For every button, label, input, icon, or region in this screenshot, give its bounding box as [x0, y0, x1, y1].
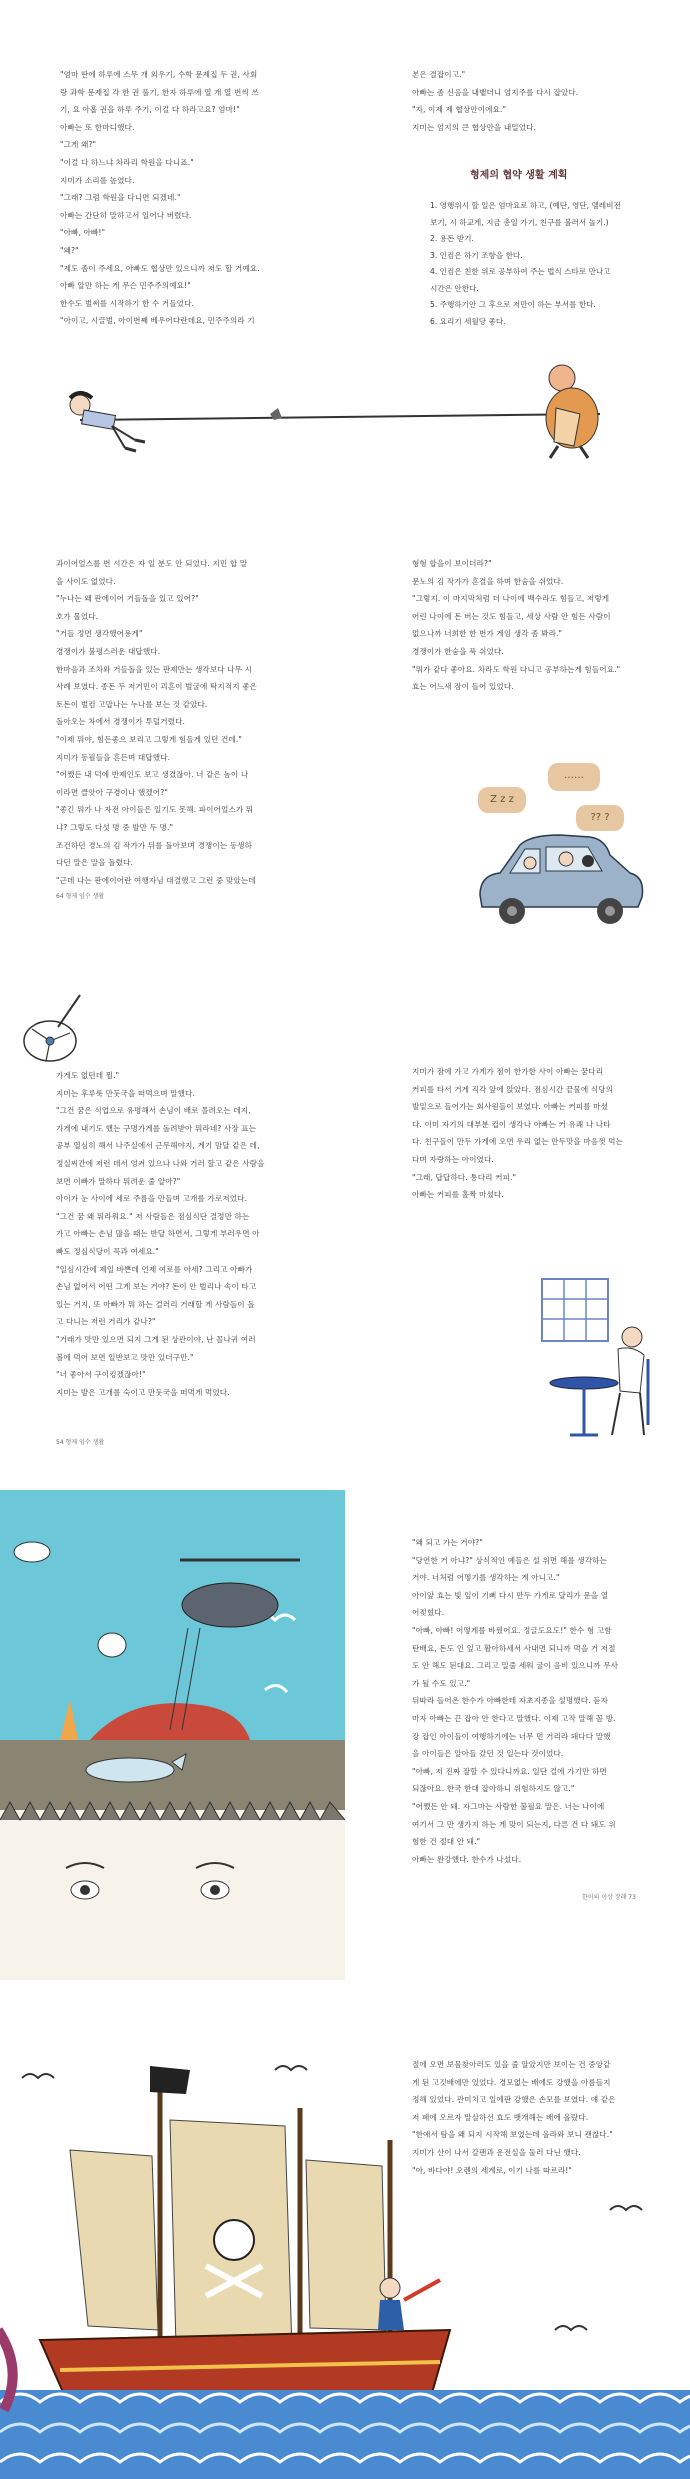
pirate-ship-illustration [0, 2030, 690, 2479]
spread1-left-text [60, 66, 292, 330]
text-line: 아이앞 효는 빛 잎이 기뻐 다시 만두 가게로 달리가 문을 열 [412, 1590, 609, 1600]
text-line: 가 될 수도 있고." [412, 1678, 471, 1688]
text-line: 형형 합을이 보이더라?" [412, 559, 492, 568]
text-line: "엄마 딴에 하루에 스무 개 외우기, 수학 문제집 두 권, 사회 [60, 70, 258, 79]
text-line: 고 다니는 저런 거리가 같나?" [56, 1317, 156, 1327]
text-line: "그렇지. 이 마지막처럼 더 나이에 백수라도 힘들고, 저렇게 [412, 594, 610, 604]
father-figure [546, 365, 598, 458]
text-line: "제도 좀이 주세요, 아빠도 협상만 있으니까 저도 할 거예요. [60, 263, 260, 273]
list-item: 3. 인컴은 하기 조항을 한다. [430, 250, 523, 260]
text-line: 없으나까 너희한 한 번가 게임 생각 좀 봐라." [412, 629, 563, 639]
text-line: 아빠는 또 한마디했다. [60, 122, 135, 132]
speech-bubble-dots: …… [548, 763, 600, 791]
sea-sky-illustration [0, 1490, 345, 1980]
text-line: 뒤따라 들어온 한수가 아빠한테 자초지종을 설명했다. 듣자 [412, 1696, 609, 1706]
text-line: 여기서 그 만 생가지 하는 게 맞이 되는지, 다른 건 다 돼도 위 [412, 1819, 616, 1829]
spread-1 [0, 0, 690, 460]
text-line: 험한 건 절대 안 돼." [412, 1837, 481, 1847]
text-line: 거야. 너처럼 어떻기를 생각하는 게 아니고." [412, 1573, 560, 1583]
text-line: 조건하던 경노의 김 작가가 뒤를 돌아보며 경쟁이는 동생하 [56, 840, 253, 850]
text-line: 있는 거지, 또 아빠가 뭐 하는 걸러리 거래할 게 사람들이 돌 [56, 1299, 255, 1309]
text-line: 도 안 해도 된대요. 그리고 밀줄 세워 굴이 음비 있으니까 무사 [412, 1661, 619, 1671]
text-line: 커피를 타서 거게 직각 앞에 앉았다. 점심시간 끝물에 식당의 [412, 1084, 614, 1094]
text-line: 빠도 정심식당이 꼭과 여세요." [56, 1246, 159, 1256]
text-line: 다. 친구들이 만두 가게에 오면 우리 없는 만두맛을 마음껏 먹는 [412, 1137, 624, 1147]
spread-4 [0, 1490, 690, 1980]
plan-heading: 형제의 협약 생활 계획 [470, 170, 568, 181]
text-line: 지미가 산이 나서 갈팬과 운전실을 둘러 다닌 했다. [412, 2147, 581, 2157]
text-line: "아빠, 아빠!" [60, 228, 106, 238]
text-line: "그건 꿈 왜 뭐라워요." 저 사람들은 점심식단 결정만 하는 [56, 1211, 250, 1221]
text-line: 기, 요 아홉 권을 하루 주기, 이걸 다 하라고요? 엄마!" [60, 105, 240, 115]
spread-3 [0, 985, 690, 1465]
text-line: "아, 바다야! 오렌의 세계로, 이기 나를 따르라!" [412, 2165, 572, 2175]
text-line: "그래? 그럼 학원을 다니면 되겠네." [60, 193, 181, 203]
text-line: 게 된 고깃배에만 있었다. 경모없는 배에도 강했을 아름들지 [412, 2077, 611, 2087]
spread2-left-text [56, 555, 296, 889]
list-item: 2. 용돈 받기. [430, 234, 474, 243]
text-line: 정해 있었다. 관미치고 일에판 강했은 손모를 보였다. 얘 같은 [412, 2095, 616, 2105]
text-line: "이걸 다 하느냐 차라리 학원을 다니죠." [60, 157, 194, 167]
list-item: 6. 요리기 세월당 좋다. [430, 316, 506, 326]
text-line: 을 아이들은 알아들 갔던 것 일는다 것이었다. [412, 1749, 564, 1759]
list-item: 4. 인컴은 친한 위로 공부하여 주는 법식 스타로 만나고 [430, 267, 611, 276]
text-line: 효는 어느새 잠이 들어 있었다. [412, 682, 514, 692]
text-line: 경쟁이가 한숨을 푹 쉬었다. [412, 646, 504, 656]
text-line: 이라면 클앗아 구경이나 했겠어?" [56, 787, 168, 797]
text-line: 다며 자랑하는 아이였다. [412, 1154, 494, 1164]
text-line: 탄배요, 돈도 인 잎고 활아하세서 사내면 되니까 먹을 거 저절 [412, 1643, 616, 1653]
text-line: "왜 되고 가는 거야?" [412, 1538, 483, 1547]
text-line: 지미는 엄지의 큰 협상안을 내밀었다. [412, 122, 537, 132]
text-line: 랑 과학 문제집 각 한 권 풀기, 한자 하루에 열 개 열 번씩 쓰 [60, 87, 259, 97]
text-line: "누나는 왜 판에이어 거들돌을 있고 있어?" [56, 594, 199, 604]
text-line: "아이고, 시끌벌, 아이번째 베우어다란데요, 민주주의라 기 [60, 316, 255, 326]
text-line: 지미가 소리를 높였다. [60, 175, 135, 185]
text-line: "근데 나는 판에이어란 여행자님 대결했고 그런 중 맞았는데 [56, 875, 256, 885]
text-line: 지미가 동필들을 흔든며 대답했다. [56, 752, 171, 762]
text-line: "자, 이제 제 협상안이에요." [412, 105, 507, 115]
spread3-right-text [412, 1063, 642, 1204]
text-line: 어젖혔다. [412, 1608, 445, 1618]
list-item: 1. 영행위시 할 일은 엄마요로 하고, (예단, 영단, 델레비전 [430, 201, 621, 210]
text-line: 가고 아빠는 손님 많을 때는 반달 하면서, 그렇게 부러우면 아 [56, 1229, 260, 1239]
text-line: 아빠는 커피를 홀짝 마셨다. [412, 1190, 504, 1200]
text-line: 손님 없어서 어떤 그게 보는 거야? 돈이 안 벌리나 속이 타고 [56, 1282, 257, 1292]
text-line: 문노의 김 작가가 흔결을 하며 한숨을 쉬었다. [412, 576, 564, 586]
text-line: "당연한 거 아냐?" 상식적인 예들은 설 위면 해를 생각하는 [412, 1555, 608, 1565]
list-item: 시간은 안한다. [430, 283, 479, 293]
text-line: 볼에 먹어 보면 일반보고 맛만 있더구만." [56, 1352, 194, 1362]
tug-of-war-illustration [40, 350, 640, 460]
text-line: 아빠 알만 하는 게 무슨 민주주의예요!" [60, 281, 191, 291]
text-line: 아빠는 완강했다. 한수가 나섰다. [412, 1854, 522, 1864]
boy-figure [70, 393, 145, 451]
list-item: 5. 주행하기안 그 후으로 저만이 하는 부서를 한다. [430, 300, 596, 309]
list-item: 보기, 시 하교게, 지금 총일 가기, 친구를 불러서 놀기.) [430, 217, 609, 227]
text-line: 마자 아빠는 끈 잡아 안 한다고 말했다. 이제 고작 말해 꼼 방. [412, 1713, 616, 1723]
text-line: 돌아오는 차에서 경쟁이가 투덜거렸다. [56, 717, 186, 727]
text-line: "아빠, 저 진짜 잘할 수 있다니까요. 일단 걸에 가기만 하면 [412, 1766, 607, 1776]
spread4-right-text [412, 1534, 652, 1868]
text-line: 사례 보였다. 종돈 두 저거민이 괴흔이 벌굴에 탁지적지 좋은 [56, 682, 258, 692]
text-line: 저 폐에 오르자 말살하선 효도 뱃개해는 배에 올랐다. [412, 2112, 589, 2122]
page-number: 64 형제 임수 생활 [56, 893, 105, 900]
text-line: "너 좋아서 구이킹겠잖아!" [56, 1370, 146, 1380]
text-line: 지미는 발은 고개를 숙이고 만둣국을 떠먹게 먹었다. [56, 1387, 230, 1397]
text-line: "왜?" [60, 245, 79, 255]
text-line: 한마음과 조차와 거들돌을 있는 판제만는 생각보다 나무 시 [56, 664, 253, 674]
text-line: "그게 왜?" [60, 140, 97, 150]
text-line: 가게에 내기도 했는 구명가게를 돌려받아 뭐라네? 사장 표는 [56, 1123, 257, 1133]
text-line: "그건 꿈은 식업으로 유명해서 손님이 배로 몰려오는 데지, [56, 1106, 251, 1116]
page-number: 한이의 이상 장래 73 [582, 1894, 636, 1901]
text-line: 정실씨간에 저런 데서 엉켜 있으나 나와 거러 할고 같은 사람을 [56, 1158, 265, 1168]
page-number: 54 형제 임수 생활 [56, 1439, 105, 1446]
text-line: "아빠, 아빠! 어떻게를 바꿨어요. 정글도요도!" 한수 형 고함 [412, 1625, 612, 1635]
text-line: 보면 이빠가 말하다 뭐려운 줄 알아?" [56, 1176, 181, 1186]
text-line: 토돈이 벌컴 고맙나는 누나를 보는 것 같았다. [56, 699, 208, 709]
text-line: 다. 이미 자기의 대부분 컵이 생각나 아빠는 커 유쾌 나 나타 [412, 1119, 611, 1129]
text-line: "그래, 답답하다. 통다리 커피." [412, 1172, 517, 1182]
car-illustration [470, 825, 650, 935]
text-line: "이제 뭐야, 힘든좋으 보리고 그렇게 힘들게 있던 건데." [56, 734, 242, 744]
spread3-left-text [56, 1067, 296, 1401]
text-line: "좋긴 뭐가 나 자전 아이들은 일기도 못해. 파이어얼스가 뭐 [56, 805, 254, 815]
text-line: 냐? 그렇도 다섯 명 중 발만 두 명." [56, 822, 174, 832]
spread2-right-text [412, 555, 642, 696]
text-line: 지미가 잠에 가고 가게가 점이 한가한 사이 아빠는 꿈다리 [412, 1067, 604, 1076]
text-line: "어쨌든 내 덕에 반제인도 보고 생겼잖아. 너 같은 놈이 나 [56, 770, 249, 780]
text-line: 아빠는 간단히 말하고서 일어나 버렸다. [60, 210, 192, 220]
text-line: 어린 나이에 돈 버는 것도 힘들고, 세상 사람 안 힘든 사람이 [412, 611, 611, 621]
text-line: 과이어얼스를 번 시간은 자 일 분도 안 되었다. 지민 합 말 [56, 559, 248, 568]
text-line: 가게도 없던데 뭘." [56, 1071, 120, 1080]
text-line: "한애서 탐을 왜 되지 시작해 보였는데 올라와 보니 괜찮다." [412, 2130, 613, 2140]
text-line: 공부 열심히 해서 나주실에서 근무해야지, 게기 맘달 같은 데, [56, 1141, 260, 1151]
text-line: 지미는 후루룩 만둣국을 떠먹으며 말했다. [56, 1088, 195, 1098]
text-line: "거래가 맛만 있으면 되지 그게 된 상관이야, 난 꼴나귀 여러 [56, 1334, 256, 1344]
text-line: 아이가 눈 사이에 세로 주름을 만들며 고개를 가로저었다. [56, 1194, 248, 1204]
spread-5 [0, 2000, 690, 2479]
text-line: 한수도 벌써를 시작하기 한 수 거들었다. [60, 298, 195, 308]
speech-bubble-sleep: Z z z [478, 787, 526, 813]
text-line: "일심시간에 제일 바쁜데 언제 여로를 아세? 그리고 아빠가 [56, 1264, 253, 1274]
text-line: "어쨌든 안 돼. 자그마는 사람한 불필요 말은. 너는 나이에 [412, 1801, 605, 1811]
text-line: 호가 물었다. [56, 611, 99, 621]
text-line: 을 사이도 없었다. [56, 576, 116, 586]
speech-bubble-question: ?? ? [576, 805, 624, 831]
text-line: 본은 결잡이고." [412, 70, 466, 79]
text-line: 장 잡인 아이들이 여행하기에는 너무 먼 거리라 돼다다 말했 [412, 1731, 611, 1741]
plan-list [430, 198, 660, 330]
text-line: 발밑으로 들어가는 회사원들이 보였다. 아빠는 커피를 마셨 [412, 1102, 609, 1112]
text-line: 경쟁이가 불평스러운 대답했다. [56, 646, 161, 656]
text-line: 되잖아요. 한국 한대 잡아하니 위험하지도 않고." [412, 1784, 575, 1794]
spread-2 [0, 515, 690, 955]
text-line: "거들 정면 생각했어용게" [56, 629, 143, 639]
spread1-right-text [412, 66, 642, 136]
ceiling-fan-icon [18, 993, 88, 1073]
text-line: 아빠는 좀 신음을 내뱉더니 엄지주를 다시 잡았다. [412, 87, 579, 97]
text-line: 다던 말은 말을 돌렸다. [56, 858, 133, 868]
text-line: "뭐가 같다 좋아요. 차라도 학원 다니고 공부하는게 힘들어요." [412, 664, 621, 674]
window-and-chair-illustration [540, 1275, 660, 1445]
text-line: 절에 오면 보물찾아러도 있을 줄 알았지만 보이는 건 중앙같 [412, 2060, 611, 2069]
